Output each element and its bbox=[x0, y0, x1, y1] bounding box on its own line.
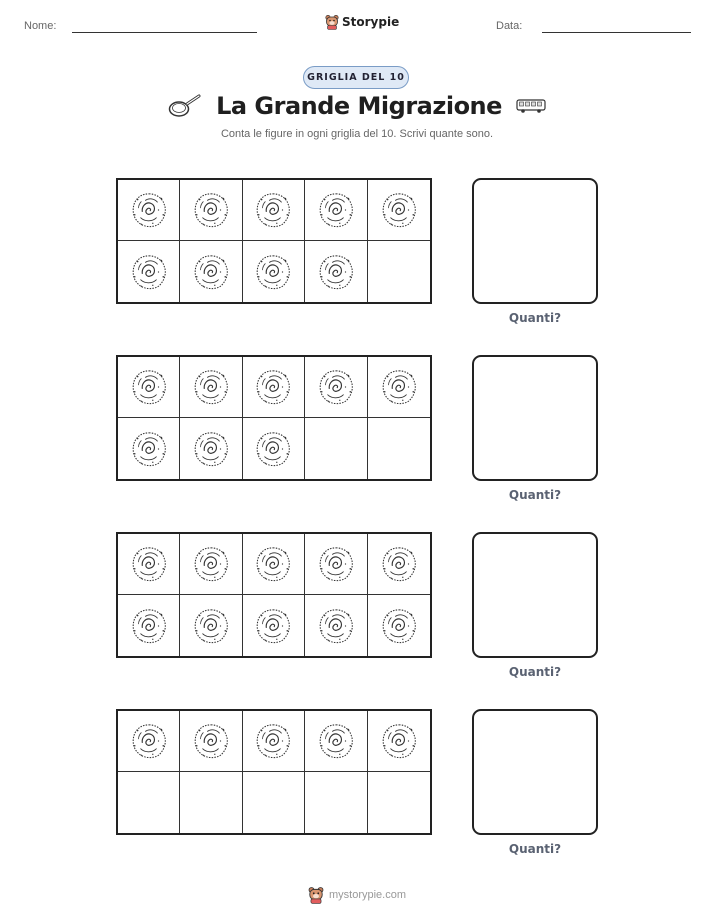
swirl-blob-icon bbox=[254, 545, 292, 583]
ten-frame bbox=[116, 532, 432, 658]
ten-frame-cell-filled bbox=[368, 595, 430, 656]
ten-frame-cell-filled bbox=[243, 418, 305, 479]
swirl-blob-icon bbox=[192, 430, 230, 468]
swirl-blob-icon bbox=[192, 368, 230, 406]
ten-frame-cell-filled bbox=[368, 534, 430, 595]
swirl-blob-icon bbox=[254, 368, 292, 406]
ten-frame-cell-empty bbox=[118, 772, 180, 833]
swirl-blob-icon bbox=[192, 607, 230, 645]
swirl-blob-icon bbox=[130, 607, 168, 645]
name-label: Nome: bbox=[24, 20, 57, 32]
ten-frame-cell-filled bbox=[243, 711, 305, 772]
swirl-blob-icon bbox=[317, 368, 355, 406]
ten-frame-cell-empty bbox=[368, 241, 430, 302]
swirl-blob-icon bbox=[254, 191, 292, 229]
ten-frame-cell-filled bbox=[368, 711, 430, 772]
ten-frame-cell-filled bbox=[118, 595, 180, 656]
ten-frame-cell-empty bbox=[368, 772, 430, 833]
swirl-blob-icon bbox=[192, 545, 230, 583]
swirl-blob-icon bbox=[192, 253, 230, 291]
ten-frame-cell-empty bbox=[305, 772, 367, 833]
ten-frame-cell-filled bbox=[243, 595, 305, 656]
ten-frame-cell-filled bbox=[118, 711, 180, 772]
ten-frame bbox=[116, 709, 432, 835]
answer-box[interactable] bbox=[472, 709, 598, 835]
bear-icon bbox=[308, 886, 324, 904]
swirl-blob-icon bbox=[317, 607, 355, 645]
swirl-blob-icon bbox=[130, 253, 168, 291]
answer-label: Quanti? bbox=[508, 665, 562, 679]
ten-frame-cell-filled bbox=[180, 595, 242, 656]
ten-frame-cell-empty bbox=[368, 418, 430, 479]
ten-frame-cell-filled bbox=[118, 357, 180, 418]
swirl-blob-icon bbox=[254, 253, 292, 291]
ten-frame-cell-empty bbox=[305, 418, 367, 479]
brand-logo bbox=[325, 14, 399, 30]
ten-frame-cell-filled bbox=[180, 418, 242, 479]
ten-frame-cell-filled bbox=[118, 180, 180, 241]
instructions: Conta le figure in ogni griglia del 10. Scrivi quante sono. bbox=[220, 128, 494, 140]
swirl-blob-icon bbox=[380, 191, 418, 229]
answer-label: Quanti? bbox=[508, 842, 562, 856]
bus-icon bbox=[516, 98, 546, 114]
answer-label: Quanti? bbox=[508, 488, 562, 502]
swirl-blob-icon bbox=[192, 191, 230, 229]
worksheet-type-badge: GRIGLIA DEL 10 bbox=[303, 66, 409, 89]
answer-label: Quanti? bbox=[508, 311, 562, 325]
name-line[interactable] bbox=[72, 32, 257, 33]
swirl-blob-icon bbox=[254, 430, 292, 468]
date-label: Data: bbox=[496, 20, 523, 32]
title-row bbox=[0, 92, 714, 120]
answer-box[interactable] bbox=[472, 178, 598, 304]
swirl-blob-icon bbox=[317, 253, 355, 291]
swirl-blob-icon bbox=[380, 368, 418, 406]
ten-frame-cell-filled bbox=[305, 241, 367, 302]
date-line[interactable] bbox=[542, 32, 691, 33]
answer-box[interactable] bbox=[472, 532, 598, 658]
ten-frame-cell-filled bbox=[180, 241, 242, 302]
swirl-blob-icon bbox=[317, 545, 355, 583]
swirl-blob-icon bbox=[380, 607, 418, 645]
frying-pan-icon bbox=[168, 93, 202, 119]
ten-frame-cell-filled bbox=[243, 241, 305, 302]
ten-frame-cell-filled bbox=[118, 534, 180, 595]
ten-frame-cell-filled bbox=[243, 357, 305, 418]
ten-frame-cell-filled bbox=[305, 180, 367, 241]
ten-frame-cell-filled bbox=[118, 241, 180, 302]
ten-frame-cell-filled bbox=[305, 711, 367, 772]
ten-frame-cell-filled bbox=[180, 534, 242, 595]
ten-frame-cell-filled bbox=[180, 711, 242, 772]
brand-name: Storypie bbox=[342, 15, 400, 29]
swirl-blob-icon bbox=[317, 722, 355, 760]
swirl-blob-icon bbox=[130, 722, 168, 760]
swirl-blob-icon bbox=[130, 368, 168, 406]
answer-box[interactable] bbox=[472, 355, 598, 481]
swirl-blob-icon bbox=[317, 191, 355, 229]
ten-frame bbox=[116, 178, 432, 304]
footer-url[interactable]: mystorypie.com bbox=[328, 889, 407, 901]
ten-frame-cell-filled bbox=[243, 180, 305, 241]
swirl-blob-icon bbox=[380, 545, 418, 583]
page-title: La Grande Migrazione bbox=[216, 92, 502, 120]
ten-frame-cell-filled bbox=[305, 534, 367, 595]
swirl-blob-icon bbox=[380, 722, 418, 760]
ten-frame-cell-filled bbox=[243, 534, 305, 595]
ten-frame-cell-empty bbox=[243, 772, 305, 833]
footer bbox=[0, 886, 714, 904]
ten-frame bbox=[116, 355, 432, 481]
swirl-blob-icon bbox=[130, 430, 168, 468]
ten-frame-cell-filled bbox=[118, 418, 180, 479]
ten-frame-cell-empty bbox=[180, 772, 242, 833]
swirl-blob-icon bbox=[130, 545, 168, 583]
ten-frame-cell-filled bbox=[368, 357, 430, 418]
ten-frame-cell-filled bbox=[180, 357, 242, 418]
swirl-blob-icon bbox=[192, 722, 230, 760]
ten-frame-cell-filled bbox=[180, 180, 242, 241]
swirl-blob-icon bbox=[254, 607, 292, 645]
ten-frame-cell-filled bbox=[305, 595, 367, 656]
bear-icon bbox=[325, 14, 339, 30]
ten-frame-cell-filled bbox=[368, 180, 430, 241]
swirl-blob-icon bbox=[254, 722, 292, 760]
swirl-blob-icon bbox=[130, 191, 168, 229]
ten-frame-cell-filled bbox=[305, 357, 367, 418]
